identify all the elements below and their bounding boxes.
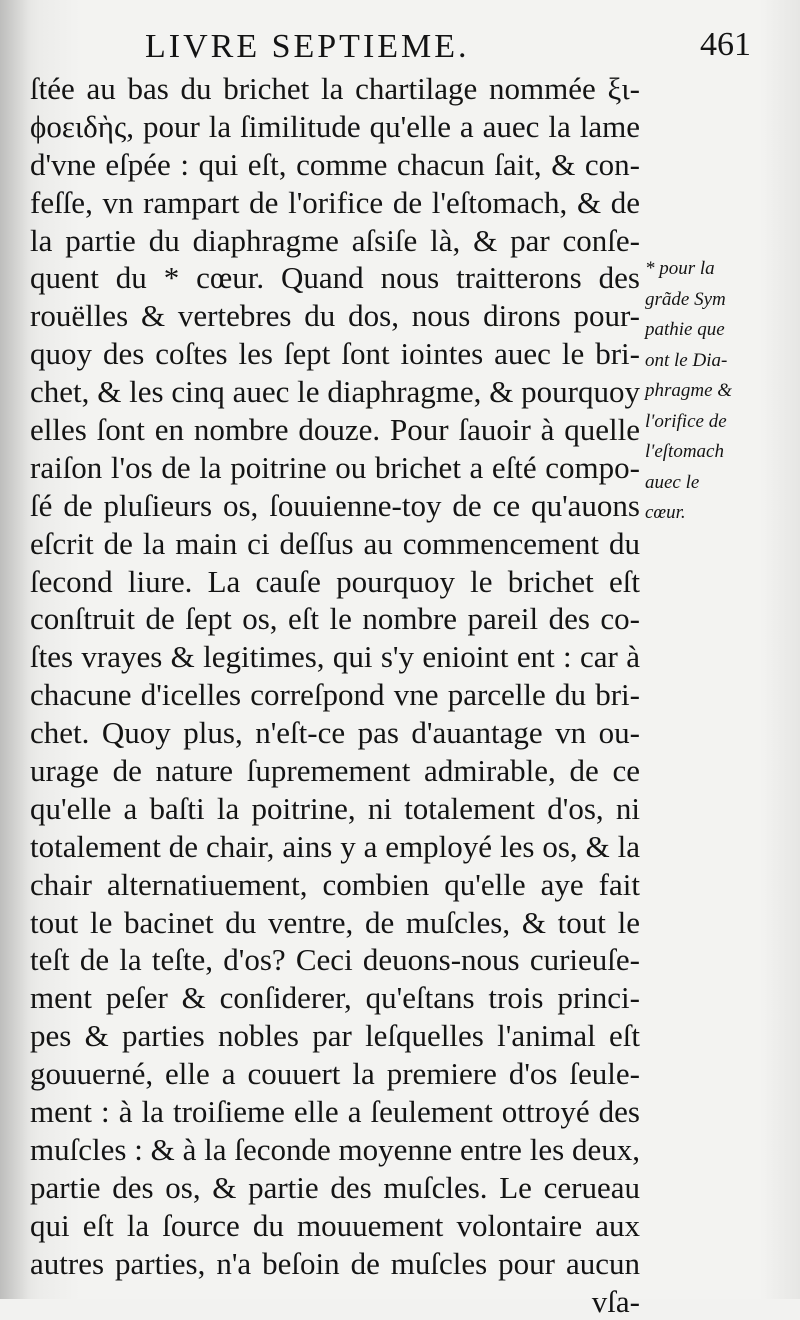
- text-line: ſé de pluſieurs os, ſouuienne-toy de ce qu'auons: [30, 487, 640, 525]
- gutter-shadow: [0, 0, 30, 1299]
- text-line: pes & parties nobles par leſquelles l'animal eſt: [30, 1017, 640, 1055]
- text-line: ϕοειδὴς, pour la ſimilitude qu'elle a auec la lame: [30, 108, 640, 146]
- text-line: urage de nature ſupremement admirable, de ce: [30, 752, 640, 790]
- text-line: ſtée au bas du brichet la chartilage nommée ξι-: [30, 70, 640, 108]
- text-line: qui eſt la ſource du mouuement volontaire aux: [30, 1207, 640, 1245]
- text-line: quent du * cœur. Quand nous traitterons des: [30, 259, 640, 297]
- text-line: eſcrit de la main ci deſſus au commencement du: [30, 525, 640, 563]
- text-line: gouuerné, elle a couuert la premiere d'os ſeule-: [30, 1055, 640, 1093]
- text-line: ment peſer & conſiderer, qu'eſtans trois princi-: [30, 979, 640, 1017]
- text-line: raiſon l'os de la poitrine ou brichet a eſté compo-: [30, 449, 640, 487]
- text-line: ſtes vrayes & legitimes, qui s'y enioint ent : car à: [30, 638, 640, 676]
- marginal-note-line: grãde Sym: [645, 285, 795, 316]
- text-line: tout le bacinet du ventre, de muſcles, & tout le: [30, 904, 640, 942]
- text-line: elles ſont en nombre douze. Pour ſauoir à quelle: [30, 411, 640, 449]
- text-line: totalement de chair, ains y a employé les os, & la: [30, 828, 640, 866]
- text-line: chacune d'icelles correſpond vne parcelle du bri-: [30, 676, 640, 714]
- marginal-note-line: l'eſtomach: [645, 437, 795, 468]
- marginal-note-line: pathie que: [645, 315, 795, 346]
- text-line: ſecond liure. La cauſe pourquoy le brichet eſt: [30, 563, 640, 601]
- marginal-note-line: cœur.: [645, 498, 795, 529]
- text-line: rouëlles & vertebres du dos, nous dirons pour-: [30, 297, 640, 335]
- marginal-note-line: auec le: [645, 468, 795, 499]
- text-line: feſſe, vn rampart de l'orifice de l'eſtomach, & de: [30, 184, 640, 222]
- text-line: d'vne eſpée : qui eſt, comme chacun ſait, & con-: [30, 146, 640, 184]
- text-line: la partie du diaphragme aſsiſe là, & par conſe-: [30, 222, 640, 260]
- text-line: quoy des coſtes les ſept ſont iointes auec le bri-: [30, 335, 640, 373]
- page-number: 461: [700, 26, 751, 64]
- marginal-note-line: l'orifice de: [645, 407, 795, 438]
- catchword: vſa-: [30, 1283, 640, 1320]
- text-line: ment : à la troiſieme elle a ſeulement ottroyé des: [30, 1093, 640, 1131]
- marginal-note-line: ont le Dia-: [645, 346, 795, 377]
- text-line: teſt de la teſte, d'os? Ceci deuons-nous curieuſe-: [30, 941, 640, 979]
- text-line: partie des os, & partie des muſcles. Le cerueau: [30, 1169, 640, 1207]
- marginal-note-line: phragme &: [645, 376, 795, 407]
- text-line: chet. Quoy plus, n'eſt-ce pas d'auantage vn ou-: [30, 714, 640, 752]
- marginal-note-line: * pour la: [645, 254, 795, 285]
- marginal-note: [645, 254, 795, 529]
- text-line: chair alternatiuement, combien qu'elle aye fait: [30, 866, 640, 904]
- text-line: autres parties, n'a beſoin de muſcles pour aucun: [30, 1245, 640, 1283]
- running-title: LIVRE SEPTIEME.: [145, 28, 470, 66]
- body-text: [30, 70, 640, 1320]
- text-line: conſtruit de ſept os, eſt le nombre pareil des co-: [30, 600, 640, 638]
- text-line: qu'elle a baſti la poitrine, ni totalement d'os, ni: [30, 790, 640, 828]
- page-header: [0, 14, 800, 70]
- text-line: chet, & les cinq auec le diaphragme, & pourquoy: [30, 373, 640, 411]
- text-line: muſcles : & à la ſeconde moyenne entre les deux,: [30, 1131, 640, 1169]
